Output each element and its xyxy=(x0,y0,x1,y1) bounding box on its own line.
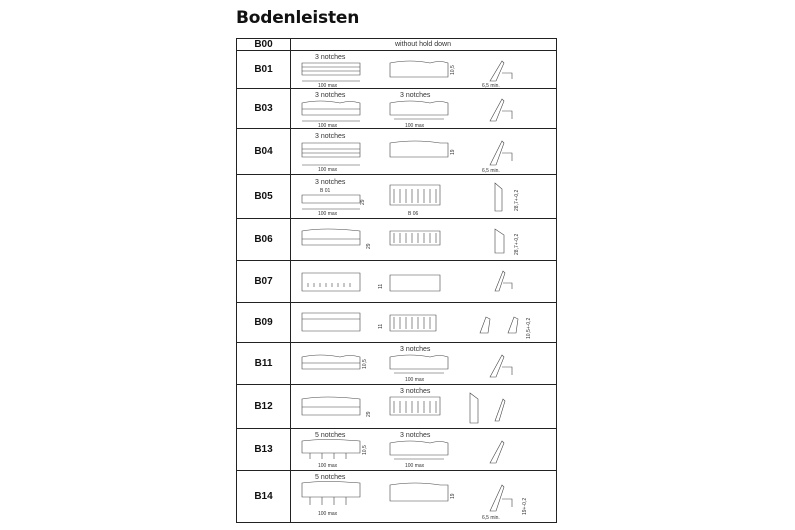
page-title: Bodenleisten xyxy=(236,8,360,28)
svg-text:5 notches: 5 notches xyxy=(315,474,346,481)
table-row xyxy=(237,51,556,89)
row-code: B04 xyxy=(237,129,291,174)
svg-text:100 max: 100 max xyxy=(405,123,425,129)
svg-text:B 06: B 06 xyxy=(408,211,419,217)
svg-text:3 notches: 3 notches xyxy=(315,54,346,61)
svg-text:3 notches: 3 notches xyxy=(315,92,346,99)
svg-text:29: 29 xyxy=(366,411,372,417)
svg-text:6,5 min.: 6,5 min. xyxy=(482,515,500,521)
table-header-row xyxy=(237,39,556,51)
svg-text:3 notches: 3 notches xyxy=(400,388,431,395)
svg-text:11: 11 xyxy=(378,283,384,289)
svg-text:10,5: 10,5 xyxy=(362,359,368,369)
table-row xyxy=(237,303,556,343)
svg-text:19: 19 xyxy=(450,493,456,499)
svg-text:6,5 min.: 6,5 min. xyxy=(482,168,500,174)
profile-drawing xyxy=(290,385,556,429)
svg-text:100 max: 100 max xyxy=(405,463,425,469)
profile-drawing xyxy=(290,429,556,471)
svg-text:6,5 min.: 6,5 min. xyxy=(482,83,500,89)
table-row xyxy=(237,385,556,429)
svg-text:3 notches: 3 notches xyxy=(315,133,346,140)
row-code: B00 xyxy=(237,39,291,50)
table-row xyxy=(237,129,556,175)
svg-text:10,5: 10,5 xyxy=(450,65,456,75)
row-code: B06 xyxy=(237,219,291,260)
table-row xyxy=(237,261,556,303)
svg-text:10,5: 10,5 xyxy=(362,445,368,455)
svg-text:29: 29 xyxy=(360,199,366,205)
svg-text:3 notches: 3 notches xyxy=(400,346,431,353)
profile-drawing xyxy=(290,129,556,175)
row-code: B03 xyxy=(237,89,291,128)
svg-text:19+-0,2: 19+-0,2 xyxy=(522,497,528,515)
svg-text:100 max: 100 max xyxy=(318,463,338,469)
profile-drawing xyxy=(290,219,556,261)
svg-text:3 notches: 3 notches xyxy=(400,432,431,439)
profile-drawing xyxy=(290,175,556,219)
svg-text:11: 11 xyxy=(378,323,384,329)
table-row xyxy=(237,89,556,129)
svg-text:100 max: 100 max xyxy=(318,167,338,173)
svg-text:19: 19 xyxy=(450,149,456,155)
svg-text:3 notches: 3 notches xyxy=(315,179,346,186)
svg-text:100 max: 100 max xyxy=(318,211,338,217)
profile-drawing xyxy=(290,343,556,385)
row-code: B12 xyxy=(237,385,291,428)
svg-text:10,5+-0,2: 10,5+-0,2 xyxy=(526,317,532,339)
svg-text:5 notches: 5 notches xyxy=(315,432,346,439)
svg-text:100 max: 100 max xyxy=(405,377,425,383)
table-row xyxy=(237,471,556,522)
profile-drawing xyxy=(290,51,556,89)
profile-drawing xyxy=(290,471,556,522)
profile-drawing xyxy=(290,261,556,303)
row-code: B13 xyxy=(237,429,291,470)
svg-text:100 max: 100 max xyxy=(318,83,338,89)
svg-text:28,7+-0,2: 28,7+-0,2 xyxy=(514,233,520,255)
table-row xyxy=(237,175,556,219)
svg-text:100 max: 100 max xyxy=(318,511,338,517)
svg-text:29: 29 xyxy=(366,243,372,249)
svg-text:28,7+-0,2: 28,7+-0,2 xyxy=(514,189,520,211)
row-code: B05 xyxy=(237,175,291,218)
header-description: without hold down xyxy=(394,41,452,48)
profile-table xyxy=(236,38,557,523)
profile-drawing xyxy=(290,303,556,343)
row-code: B07 xyxy=(237,261,291,302)
table-row xyxy=(237,219,556,261)
svg-text:100 max: 100 max xyxy=(318,123,338,129)
table-row xyxy=(237,429,556,471)
svg-text:3 notches: 3 notches xyxy=(400,92,431,99)
row-code: B01 xyxy=(237,51,291,88)
profile-drawing xyxy=(290,89,556,129)
row-code: B09 xyxy=(237,303,291,342)
svg-text:B 01: B 01 xyxy=(320,188,331,194)
row-code: B14 xyxy=(237,471,291,522)
table-row xyxy=(237,343,556,385)
row-code: B11 xyxy=(237,343,291,384)
